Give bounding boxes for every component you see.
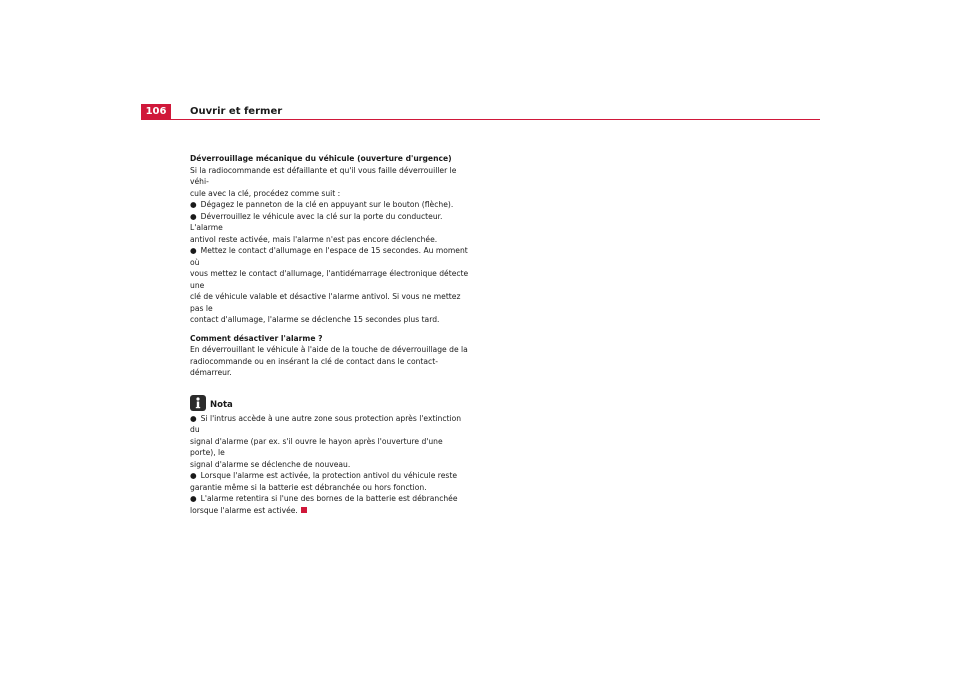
list-item xyxy=(190,493,470,516)
list-item-text: contact d'allumage, l'alarme se déclenche 15 secondes plus tard. xyxy=(190,315,440,324)
end-of-section-mark xyxy=(301,507,307,513)
list-item xyxy=(190,245,470,326)
bullet-icon: ● xyxy=(190,211,197,221)
list-item-text: Lorsque l'alarme est activée, la protection antivol du véhicule reste xyxy=(200,471,458,480)
list-item xyxy=(190,413,470,471)
list-item xyxy=(190,211,470,246)
list-item-text: clé de véhicule valable et désactive l'alarme antivol. Si vous ne mettez pas le xyxy=(190,292,461,313)
list-item-text: antivol reste activée, mais l'alarme n'est pas encore déclenchée. xyxy=(190,234,438,244)
page-content xyxy=(190,153,470,516)
bullet-icon: ● xyxy=(190,494,197,503)
list-item-text: signal d'alarme se déclenche de nouveau. xyxy=(190,459,351,469)
note-label: Nota xyxy=(210,399,233,410)
info-note-icon xyxy=(190,395,206,411)
section-heading-emergency-unlock: Déverrouillage mécanique du véhicule (ouverture d'urgence) xyxy=(190,154,452,163)
page-number: 106 xyxy=(141,104,171,119)
intro-line: cule avec la clé, procédez comme suit : xyxy=(190,188,341,198)
intro-line: Si la radiocommande est défaillante et qu'il vous faille déverrouiller le véhi- xyxy=(190,165,457,186)
section-heading-disable-alarm: Comment désactiver l'alarme ? xyxy=(190,333,323,343)
list-item-text: Déverrouillez le véhicule avec la clé sur la porte du conducteur. L'alarme xyxy=(190,211,443,232)
running-header-title: Ouvrir et fermer xyxy=(190,106,283,117)
list-item-text: L'alarme retentira si l'une des bornes de la batterie est débranchée xyxy=(200,494,458,503)
list-item xyxy=(190,199,470,211)
list-item xyxy=(190,470,470,493)
body-line: radiocommande ou en insérant la clé de contact dans le contact-démarreur. xyxy=(190,356,438,377)
list-item-text: vous mettez le contact d'allumage, l'antidémarrage électronique détecte une xyxy=(190,269,469,290)
list-item-text: lorsque l'alarme est activée. xyxy=(190,505,298,515)
list-item-text: Dégagez le panneton de la clé en appuyant sur le bouton (flèche). xyxy=(200,200,454,209)
list-item-text: signal d'alarme (par ex. s'il ouvre le hayon après l'ouverture d'une porte), le xyxy=(190,436,443,457)
list-item-text: Mettez le contact d'allumage en l'espace de 15 secondes. Au moment où xyxy=(190,246,468,267)
list-item-text: garantie même si la batterie est débranchée ou hors fonction. xyxy=(190,482,427,492)
bullet-icon: ● xyxy=(190,413,197,423)
bullet-icon: ● xyxy=(190,246,197,255)
bullet-icon: ● xyxy=(190,471,197,480)
list-item-text: Si l'intrus accède à une autre zone sous protection après l'extinction du xyxy=(190,413,462,434)
header-rule xyxy=(141,119,820,120)
note-heading xyxy=(190,395,470,411)
body-line: En déverrouillant le véhicule à l'aide de la touche de déverrouillage de la xyxy=(190,345,468,354)
bullet-icon: ● xyxy=(190,200,197,209)
